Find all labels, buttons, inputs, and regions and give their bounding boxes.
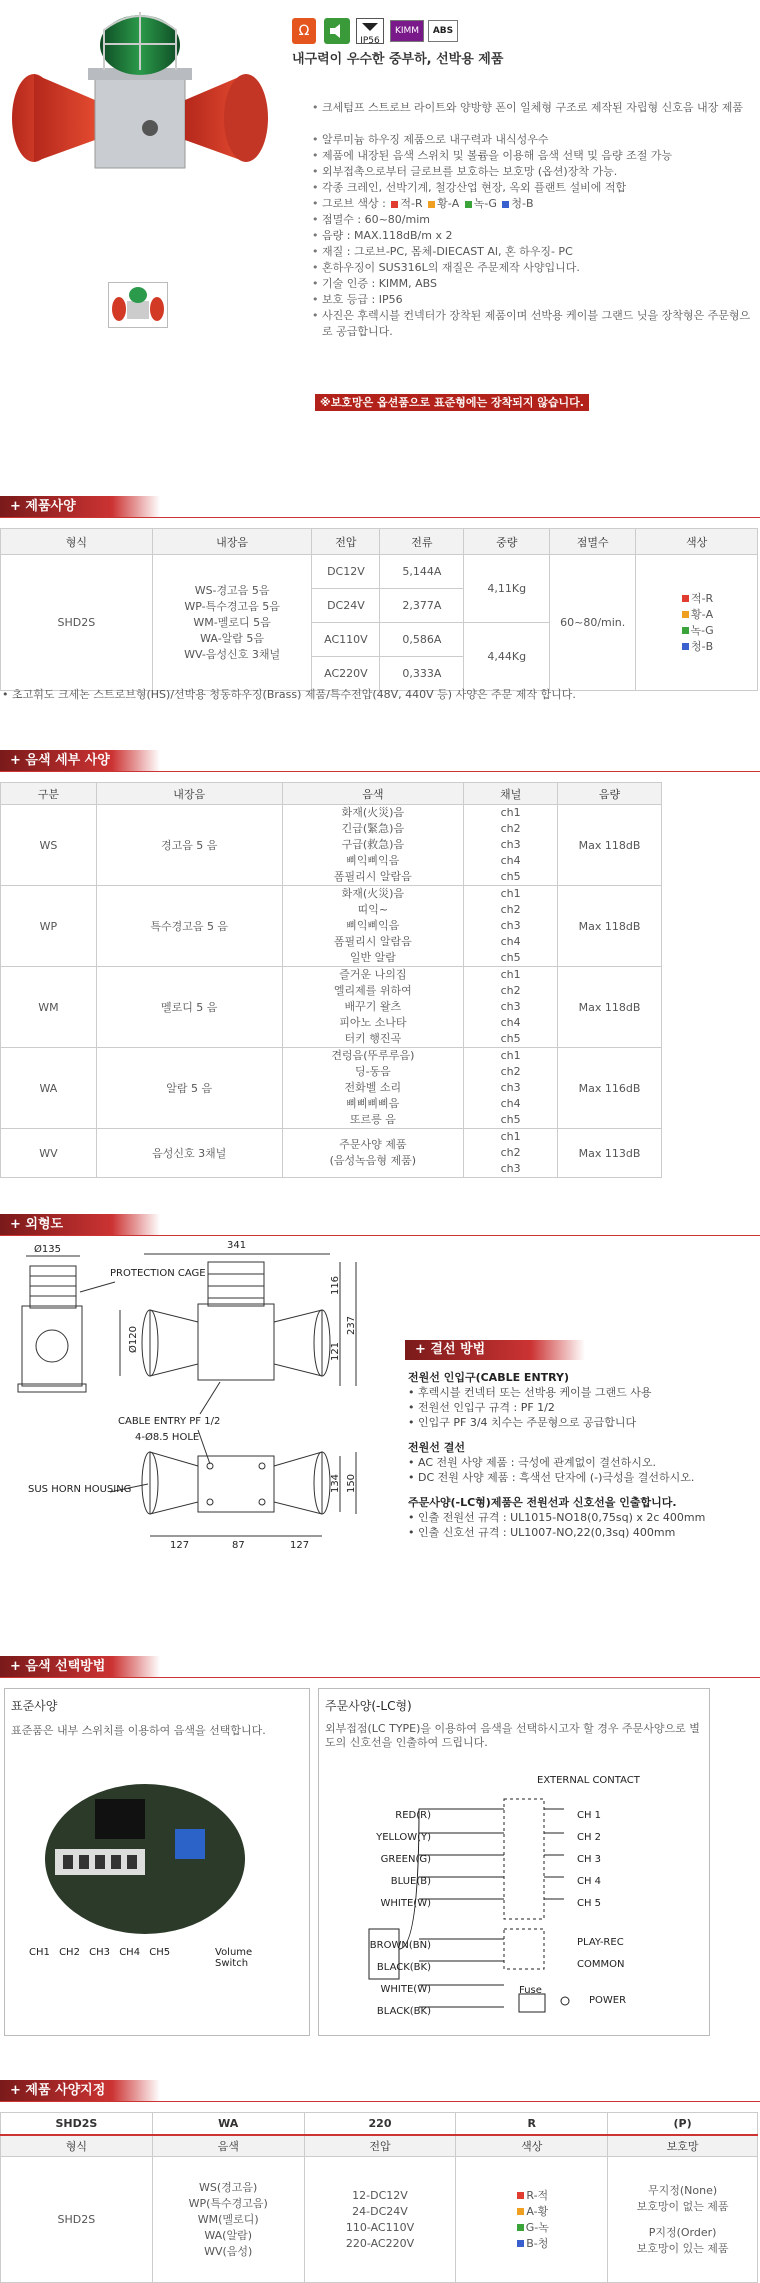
order-color: G-녹 (525, 2220, 549, 2234)
spec-header: 색상 (636, 529, 758, 555)
wire-label: BROWN(BN) (369, 1940, 431, 1951)
feature-item: • 혼하우징이 SUS316L의 재질은 주문제작 사양입니다. (312, 260, 752, 276)
sound-tone: 배꾸기 왈츠 (344, 1000, 402, 1013)
order-voltage: 220-AC220V (345, 2236, 415, 2250)
sound-row (1, 805, 662, 886)
order-code: (P) (608, 2113, 758, 2135)
wiring-power-text: 전원선 인입구 규격 : PF 1/2 (418, 1401, 555, 1414)
sound-tone: 또르릉 음 (349, 1113, 396, 1126)
order-color: R-적 (526, 2188, 549, 2202)
sound-section-header (0, 750, 760, 772)
wire-label: WHITE(W) (380, 1984, 431, 1995)
sound-volume: Max 118dB (558, 967, 662, 1048)
wiring-conn-text: AC 전원 사양 제품 : 극성에 관계없이 결선하시오. (418, 1456, 656, 1469)
order-header: 음색 (152, 2135, 304, 2157)
ch-labels (577, 1805, 601, 1915)
switch-label: CH1 (29, 1947, 50, 1958)
sound-code: WP (1, 886, 97, 967)
sound-channel: ch5 (500, 951, 521, 964)
wiring-label: 결선 방법 (430, 1342, 486, 1357)
order-guard (608, 2157, 758, 2283)
spec-model: SHD2S (1, 555, 153, 691)
sound-tone: 엘리제를 위하여 (333, 984, 412, 997)
spec-sound: WV-음성신호 3채널 (184, 647, 281, 661)
wire-label: BLACK(BK) (376, 2006, 431, 2017)
switch-label: CH5 (149, 1947, 171, 1958)
sound-channel: ch3 (500, 919, 521, 932)
sound-channels (464, 1048, 558, 1129)
spec-weight: 4,44Kg (464, 623, 550, 691)
order-guard-text: 보호망이 없는 제품 (636, 2199, 729, 2213)
sound-header: 채널 (464, 783, 558, 805)
fuse-label: Fuse (519, 1985, 542, 1996)
sound-tone: 피아노 소나타 (339, 1016, 407, 1029)
red-dot-icon (391, 201, 398, 208)
sound-channel: ch5 (500, 1032, 521, 1045)
spec-section-title: + 제품사양 (0, 496, 160, 518)
sound-tone: 주문사양 제품 (339, 1138, 407, 1151)
sound-type: 멜로디 5 음 (96, 967, 282, 1048)
order-sound: WM(멜로디) (197, 2212, 259, 2226)
dim-cage: PROTECTION CAGE (110, 1268, 206, 1279)
sound-tone: 즐거운 나의집 (339, 968, 407, 981)
sound-volume: Max 118dB (558, 805, 662, 886)
sound-row (1, 886, 662, 967)
sound-channels (464, 805, 558, 886)
feature-item: • 크세텀프 스트로브 라이트와 양방향 폰이 일체형 구조로 제작된 자립형 신호음 내장 제품 (312, 100, 752, 132)
sound-tone: 폼필리시 알람음 (333, 935, 412, 948)
sound-tones (282, 967, 464, 1048)
sound-channel: ch2 (500, 822, 521, 835)
sound-tone: 삐삐삐삐음 (346, 1097, 400, 1110)
sound-tone: 일반 알람 (349, 951, 396, 964)
sound-tones (282, 886, 464, 967)
spec-voltage: AC110V (312, 623, 380, 657)
wiring-conn-item: • DC 전원 사양 제품 : 흑색선 단자에 (-)극성을 결선하시오. (408, 1471, 695, 1484)
sound-channel: ch2 (500, 984, 521, 997)
feature-item: • 재질 : 그로브-PC, 몸체-DIECAST Al, 혼 하우징- PC (312, 244, 752, 260)
spec-weight: 4,11Kg (464, 555, 550, 623)
sound-header: 음색 (282, 783, 464, 805)
volume-label: Volume Switch (215, 1947, 253, 1969)
feature-list (312, 100, 752, 340)
green-dot-icon (517, 2224, 524, 2231)
select-section-label: 음색 선택방법 (25, 1659, 106, 1674)
std-title: 표준사양 (11, 1699, 58, 1713)
sound-header: 구분 (1, 783, 97, 805)
sound-code: WA (1, 1048, 97, 1129)
red-dot-icon (682, 595, 689, 602)
wiring-power-item: • 후렉시블 컨넥터 또는 선박용 케이블 그랜드 사용 (408, 1386, 652, 1399)
blue-dot-icon (682, 643, 689, 650)
ch-label: CH 2 (577, 1832, 602, 1843)
blue-dot-icon (517, 2240, 524, 2247)
select-section-title: + 음색 선택방법 (0, 1656, 160, 1678)
spec-sound: WA-알람 5음 (200, 631, 265, 645)
sound-header: 내장음 (96, 783, 282, 805)
sound-tone: 긴급(緊急)음 (341, 822, 405, 835)
sound-code: WS (1, 805, 97, 886)
sound-code: WV (1, 1129, 97, 1178)
wiring-conn-title: 전원선 결선 (408, 1441, 465, 1454)
order-voltage: 12-DC12V (352, 2188, 408, 2202)
sound-tone: 화재(火災)음 (341, 887, 405, 900)
sound-channel: ch1 (500, 1130, 521, 1143)
order-model: SHD2S (1, 2157, 153, 2283)
order-code: WA (152, 2113, 304, 2135)
spec-header: 전압 (312, 529, 380, 555)
wiring-power-title: 전원선 인입구(CABLE ENTRY) (408, 1371, 570, 1384)
spec-color: 황-A (691, 607, 714, 621)
order-code: R (456, 2113, 608, 2135)
sound-channel: ch3 (500, 1000, 521, 1013)
dim-cable: CABLE ENTRY PF 1/2 (118, 1416, 221, 1427)
wire-label: BLACK(BK) (376, 1962, 431, 1973)
amber-dot-icon (517, 2208, 524, 2215)
wire-label: BLUE(B) (390, 1876, 431, 1887)
sound-tones (282, 805, 464, 886)
pcb-photo (35, 1779, 255, 1939)
sound-tone: 폼필리시 알람음 (333, 870, 412, 883)
blue-dot-icon (502, 201, 509, 208)
wiring-lc-text: 인출 전원선 규격 : UL1015-NO18(0,75sq) x 2c 400mm (418, 1511, 706, 1524)
dim-h116: 116 (330, 1275, 342, 1296)
spec-current: 5,144A (380, 555, 464, 589)
globe-color-title: 그로브 색상 : (322, 197, 386, 210)
lc-panel (318, 1688, 710, 2036)
dim-w127a: 127 (170, 1540, 190, 1551)
feature-item: • 보호 등급 : IP56 (312, 292, 752, 308)
spec-current: 0,333A (380, 657, 464, 691)
play-rec-label: PLAY-REC (577, 1937, 624, 1948)
spec-sounds (152, 555, 312, 691)
sound-channel: ch1 (500, 806, 521, 819)
abs-badge: ABS (428, 20, 458, 42)
spec-header: 점멸수 (550, 529, 636, 555)
lc-title: 주문사양(-LC형) (325, 1699, 412, 1713)
feature-item: • 제품에 내장된 음색 스위치 및 볼륨을 이용해 음색 선택 및 음량 조절 가능 (312, 148, 752, 164)
wire-label: YELLOW(Y) (376, 1832, 431, 1843)
sound-tone: 견렁음(뚜루루음) (331, 1049, 415, 1062)
switch-labels (29, 1947, 170, 1958)
dimension-section-title: + 외형도 (0, 1214, 160, 1236)
sound-type: 경고음 5 음 (96, 805, 282, 886)
ch-label: CH 4 (577, 1876, 602, 1887)
spec-header: 형식 (1, 529, 153, 555)
order-color: A-황 (526, 2204, 549, 2218)
wiring-lc-title: 주문사양(-LC형)제품은 전원선과 신호선을 인출합니다. (408, 1496, 677, 1509)
spec-note: • 초고휘도 크세논 스트로브형(HS)/선박용 청동하우징(Brass) 제품/특수전압(48V, 440V 등) 사양은 주문 제작 합니다. (2, 688, 576, 701)
flash-icon: Ω (292, 18, 316, 44)
dim-w127b: 127 (290, 1540, 310, 1551)
color-label: 녹-G (473, 197, 497, 210)
wiring-power-item: • 인입구 PF 3/4 치수는 주문형으로 공급합니다 (408, 1416, 637, 1429)
sound-tones (282, 1048, 464, 1129)
spec-section-label: 제품사양 (25, 499, 76, 514)
order-sounds (152, 2157, 304, 2283)
order-colors (456, 2157, 608, 2283)
sound-tones (282, 1129, 464, 1178)
wire-labels (341, 1805, 431, 1915)
common-label: COMMON (577, 1959, 625, 1970)
wiring-lc-item: • 인출 전원선 규격 : UL1015-NO18(0,75sq) x 2c 400mm (408, 1511, 706, 1524)
switch-label: CH3 (89, 1947, 110, 1958)
spec-sound: WM-멜로디 5음 (193, 615, 271, 629)
sound-channels (464, 886, 558, 967)
dim-h237: 237 (346, 1315, 358, 1336)
order-guard-text: P지정(Order) (648, 2225, 717, 2239)
product-photo (0, 0, 300, 200)
sound-tone: 삐익삐익음 (346, 854, 400, 867)
sound-channel: ch5 (500, 1113, 521, 1126)
order-voltages (304, 2157, 456, 2283)
sound-channel: ch2 (500, 1065, 521, 1078)
order-section-title: + 제품 사양지정 (0, 2080, 160, 2102)
feature-item: • 음량 : MAX.118dB/m x 2 (312, 228, 752, 244)
sound-icon (324, 18, 350, 44)
spec-voltage: AC220V (312, 657, 380, 691)
wire-label: RED(R) (395, 1810, 431, 1821)
sound-channel: ch3 (500, 1081, 521, 1094)
sound-channel: ch2 (500, 1146, 521, 1159)
select-section-header (0, 1656, 760, 1678)
wiring-conn-item: • AC 전원 사양 제품 : 극성에 관계없이 결선하시오. (408, 1456, 656, 1469)
amber-dot-icon (682, 611, 689, 618)
dim-w87: 87 (232, 1540, 245, 1551)
order-sound: WA(알람) (204, 2228, 253, 2242)
spec-color: 청-B (691, 639, 714, 653)
order-sound: WP(특수경고음) (188, 2196, 268, 2210)
sound-volume: Max 116dB (558, 1048, 662, 1129)
lc-desc: 외부접점(LC TYPE)을 이용하여 음색을 선택하시고자 할 경우 주문사양으로 별도의 신호선을 인출하여 드립니다. (325, 1722, 700, 1749)
sound-type: 음성신호 3채널 (96, 1129, 282, 1178)
dim-dia: Ø135 (34, 1244, 61, 1255)
sound-channel: ch4 (500, 935, 521, 948)
sound-tone: 띠익~ (357, 903, 389, 916)
red-dot-icon (517, 2192, 524, 2199)
dimension-section-label: 외형도 (25, 1217, 64, 1232)
wiring-power-item: • 전원선 인입구 규격 : PF 1/2 (408, 1401, 555, 1414)
order-header: 보호망 (608, 2135, 758, 2157)
sound-channel: ch3 (500, 838, 521, 851)
spec-color: 적-R (690, 591, 714, 605)
sound-tone: 화재(火災)음 (341, 806, 405, 819)
order-code: SHD2S (1, 2113, 153, 2135)
thumbnail-image (109, 283, 167, 327)
dim-horn: SUS HORN HOUSING (28, 1484, 132, 1495)
wiring-power-text: 후렉시블 컨넥터 또는 선박용 케이블 그랜드 사용 (418, 1386, 652, 1399)
spec-flash: 60~80/min. (550, 555, 636, 691)
dimension-section-header (0, 1214, 760, 1236)
sound-channel: ch1 (500, 887, 521, 900)
wire-labels-lower (341, 1935, 431, 2023)
spec-color: 녹-G (690, 623, 714, 637)
sound-row (1, 1129, 662, 1178)
green-dot-icon (465, 201, 472, 208)
spec-sound: WS-경고음 5음 (194, 583, 270, 597)
ch-label: CH 1 (577, 1810, 602, 1821)
sound-section-label: 음색 세부 사양 (25, 753, 110, 768)
sound-volume: Max 113dB (558, 1129, 662, 1178)
ch-label: CH 3 (577, 1854, 602, 1865)
order-sound: WS(경고음) (199, 2180, 258, 2194)
sound-channels (464, 967, 558, 1048)
spec-colors (636, 555, 758, 691)
sound-header: 음량 (558, 783, 662, 805)
sound-channel: ch4 (500, 1097, 521, 1110)
order-header: 색상 (456, 2135, 608, 2157)
standard-panel (4, 1688, 310, 2036)
spec-table (0, 528, 758, 691)
sound-volume: Max 118dB (558, 886, 662, 967)
feature-item: • 각종 크레인, 선박기계, 철강산업 현장, 옥외 플랜트 설비에 적합 (312, 180, 752, 196)
ch-label: CH 5 (577, 1898, 602, 1909)
sound-channel: ch2 (500, 903, 521, 916)
sound-channel: ch4 (500, 1016, 521, 1029)
wiring-power-text: 인입구 PF 3/4 치수는 주문형으로 공급합니다 (418, 1416, 637, 1429)
sound-section-title: + 음색 세부 사양 (0, 750, 160, 772)
sound-channel: ch1 (500, 1049, 521, 1062)
sound-channel: ch3 (500, 1162, 521, 1175)
feature-item: • 외부접촉으로부터 글로브를 보호하는 보호망 (옵션)장착 가능. (312, 164, 752, 180)
dim-w341: 341 (227, 1240, 247, 1251)
feature-item: • 사진은 후렉시블 컨넥터가 장착된 제품이며 선박용 케이블 그랜드 닛을 장착형은 주문형으로 공급합니다. (312, 308, 752, 340)
std-desc: 표준품은 내부 스위치를 이용하여 음색을 선택합니다. (11, 1724, 266, 1737)
subtitle: 내구력이 우수한 중부하, 선박용 제품 (292, 52, 504, 67)
green-dot-icon (682, 627, 689, 634)
sound-code: WM (1, 967, 97, 1048)
ip56-badge (356, 18, 384, 44)
sound-type: 알람 5 음 (96, 1048, 282, 1129)
dim-h134: 134 (330, 1473, 342, 1494)
sound-tone: (음성녹음형 제품) (329, 1154, 417, 1167)
order-section-label: 제품 사양지정 (25, 2083, 106, 2098)
wiring-conn-text: DC 전원 사양 제품 : 흑색선 단자에 (-)극성을 결선하시오. (418, 1471, 695, 1484)
wiring-lc-item: • 인출 신호선 규격 : UL1007-NO,22(0,3sq) 400mm (408, 1526, 676, 1539)
order-voltage: 110-AC110V (345, 2220, 415, 2234)
external-contact: EXTERNAL CONTACT (537, 1775, 640, 1786)
order-guard-text: 보호망이 있는 제품 (636, 2241, 729, 2255)
wiring-lc-text: 인출 신호선 규격 : UL1007-NO,22(0,3sq) 400mm (418, 1526, 676, 1539)
sound-row (1, 1048, 662, 1129)
order-guard-text: 무지정(None) (647, 2183, 718, 2197)
spec-header: 내장음 (152, 529, 312, 555)
feature-item: • 점멸수 : 60~80/mim (312, 212, 752, 228)
ip56-label: IP56 (360, 36, 380, 46)
product-thumbnail[interactable] (108, 282, 168, 328)
spec-voltage: DC24V (312, 589, 380, 623)
guard-warning: ※보호망은 옵션품으로 표준형에는 장착되지 않습니다. (315, 394, 589, 411)
sound-tone: 삐익삐익음 (346, 919, 400, 932)
color-label: 청-B (511, 197, 534, 210)
spec-header: 전류 (380, 529, 464, 555)
sound-tone: 딩-동음 (354, 1065, 391, 1078)
switch-label: CH4 (119, 1947, 141, 1958)
sound-tone: 터키 행진곡 (344, 1032, 402, 1045)
order-voltage: 24-DC24V (352, 2204, 408, 2218)
sound-channels (464, 1129, 558, 1178)
spec-header: 중량 (464, 529, 550, 555)
wire-label: WHITE(W) (380, 1898, 431, 1909)
order-sound: WV(음성) (204, 2244, 253, 2258)
amber-dot-icon (428, 201, 435, 208)
feature-item: • 알루미늄 하우징 제품으로 내구력과 내식성우수 (312, 132, 752, 148)
order-color: B-청 (526, 2236, 549, 2250)
dim-d120: Ø120 (127, 1326, 139, 1353)
dim-hole: 4-Ø8.5 HOLE (135, 1432, 200, 1443)
sound-tone: 전화벨 소리 (344, 1081, 402, 1094)
spec-sound: WP-특수경고음 5음 (184, 599, 280, 613)
spec-section-header (0, 496, 760, 518)
feature-item: • 기술 인증 : KIMM, ABS (312, 276, 752, 292)
spec-current: 0,586A (380, 623, 464, 657)
wiring-text (408, 1370, 758, 1540)
order-code: 220 (304, 2113, 456, 2135)
power-label: POWER (589, 1995, 627, 2006)
sound-table (0, 782, 662, 1178)
color-label: 적-R (400, 197, 423, 210)
wiring-title: + 결선 방법 (405, 1340, 585, 1360)
dim-h150: 150 (346, 1473, 358, 1494)
kimm-badge: KIMM (390, 20, 424, 42)
sound-channel: ch5 (500, 870, 521, 883)
sound-channel: ch4 (500, 854, 521, 867)
switch-label: CH2 (59, 1947, 80, 1958)
order-header: 전압 (304, 2135, 456, 2157)
dim-h121: 121 (330, 1341, 342, 1362)
wire-label: GREEN(G) (380, 1854, 431, 1865)
globe-color-item (312, 196, 752, 212)
sound-channel: ch1 (500, 968, 521, 981)
order-section-header (0, 2080, 760, 2102)
spec-voltage: DC12V (312, 555, 380, 589)
order-header: 형식 (1, 2135, 153, 2157)
spec-current: 2,377A (380, 589, 464, 623)
order-table (0, 2112, 758, 2283)
sound-tone: 구급(救急)음 (341, 838, 405, 851)
color-label: 황-A (437, 197, 460, 210)
sound-row (1, 967, 662, 1048)
sound-type: 특수경고음 5 음 (96, 886, 282, 967)
